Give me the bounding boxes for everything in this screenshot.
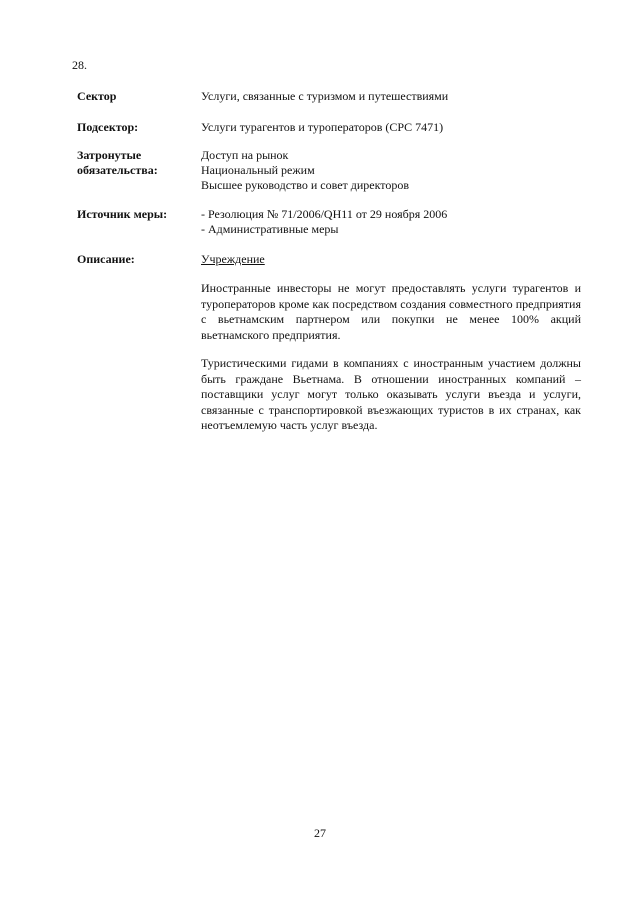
obligation-item: Доступ на рынок	[201, 148, 289, 162]
obligations-label-line1: Затронутые	[77, 148, 142, 162]
source-values	[201, 207, 583, 237]
obligations-label	[77, 148, 197, 178]
description-label: Описание:	[77, 252, 135, 266]
sector-value: Услуги, связанные с туризмом и путешествиями	[201, 89, 449, 103]
entry-number: 28.	[72, 58, 87, 72]
source-item: - Резолюция № 71/2006/QH11 от 29 ноября 2006	[201, 207, 448, 221]
source-item: - Административные меры	[201, 222, 339, 236]
source-label: Источник меры:	[77, 207, 168, 221]
description-paragraph-1: Иностранные инвесторы не могут предоставлять услуги турагентов и туроператоров кроме как посредством создания совместного предприятия с вьетнамским партнером или покупки не менее 100% акций вьетнамского предприятия.	[201, 281, 581, 342]
description-subheading-text: Учреждение	[201, 252, 265, 266]
obligations-label-line2: обязательства:	[77, 163, 158, 177]
description-subheading	[201, 252, 583, 267]
obligation-item: Высшее руководство и совет директоров	[201, 178, 410, 192]
subsector-label: Подсектор:	[77, 120, 139, 134]
subsector-value: Услуги турагентов и туроператоров (CPC 7471)	[201, 120, 444, 134]
obligations-values	[201, 148, 583, 193]
obligation-item: Национальный режим	[201, 163, 315, 177]
description-paragraph-2: Туристическими гидами в компаниях с иностранным участием должны быть граждане Вьетнама. В отношении иностранных компаний – поставщики услуг могут только оказывать услуги въезда и услуги, связанные с транспортировкой въезжающих туристов в их странах, как неотъемлемую часть услуг въезда.	[201, 356, 581, 433]
sector-label: Сектор	[77, 89, 117, 103]
page-number: 27	[314, 826, 326, 840]
